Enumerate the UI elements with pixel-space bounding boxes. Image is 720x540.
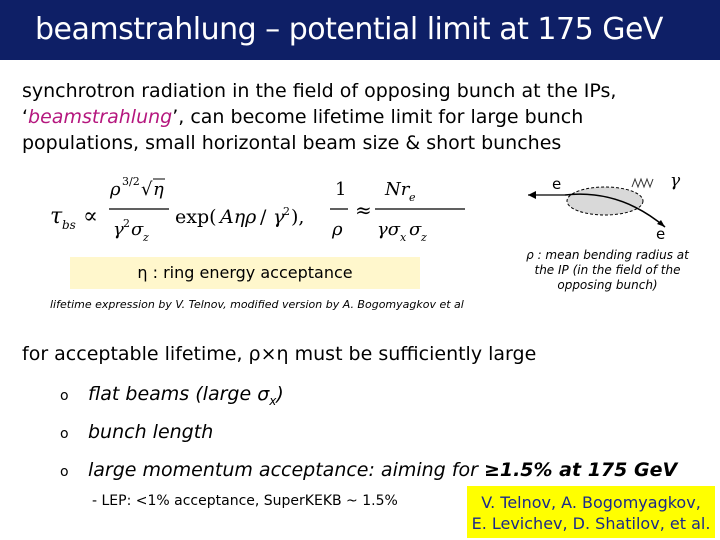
svg-text:∝: ∝ (83, 204, 98, 229)
svg-text:√: √ (141, 179, 153, 200)
acceptable-lifetime-text: for acceptable lifetime, ρ×η must be sufficiently large (22, 343, 537, 365)
arrow-head (528, 191, 536, 199)
intro-quote-open: ‘ (22, 106, 29, 128)
lep-note: - LEP: <1% acceptance, SuperKEKB ~ 1.5% (92, 493, 398, 509)
svg-text:z: z (421, 231, 427, 244)
bullet-text: bunch length (88, 421, 214, 443)
svg-text:/: / (260, 206, 267, 228)
credit-line-2: E. Levichev, D. Shatilov, et al. (471, 514, 711, 533)
svg-text:x: x (400, 231, 407, 244)
photon-label: γ (670, 171, 681, 191)
svg-text:3/2: 3/2 (122, 175, 140, 188)
svg-text:e: e (409, 191, 416, 204)
svg-text:Nr: Nr (385, 179, 410, 200)
svg-text:2: 2 (283, 205, 290, 218)
svg-text:bs: bs (62, 218, 76, 232)
eta-note-box (70, 257, 420, 289)
bullet-mark: o (60, 426, 69, 442)
svg-text:η: η (153, 179, 164, 200)
intro-line-3: populations, small horizontal beam size & short bunches (22, 132, 562, 154)
intro-line-2-rest: ’, can become lifetime limit for large bunch (172, 106, 584, 128)
svg-text:ρ: ρ (110, 179, 121, 200)
svg-text:z: z (143, 231, 149, 244)
photon-wave (632, 179, 653, 187)
intro-line-2 (22, 104, 702, 130)
svg-text:τ: τ (50, 204, 63, 229)
svg-text:1: 1 (335, 179, 347, 200)
electron-label-out: e (656, 225, 666, 243)
lifetime-formula (45, 165, 505, 255)
intro-paragraph (22, 78, 702, 156)
svg-text:σ: σ (131, 219, 144, 240)
bullet-text: large momentum acceptance: aiming for (88, 459, 484, 481)
lifetime-reference: lifetime expression by V. Telnov, modified version by A. Bogomyagkov et al (50, 298, 464, 311)
title-bar (0, 0, 720, 60)
bullet-mark: o (60, 388, 69, 404)
slide-title: beamstrahlung – potential limit at 175 GeV (35, 12, 663, 47)
svg-text:γ: γ (113, 219, 124, 240)
credit-box (467, 486, 715, 538)
beamstrahlung-highlight: beamstrahlung (28, 106, 173, 128)
svg-text:≈: ≈ (355, 198, 372, 222)
bullet-mark: o (60, 464, 69, 480)
svg-text:γ: γ (273, 206, 285, 228)
bullet-momentum-acceptance (60, 459, 677, 481)
opposing-bunch (567, 187, 643, 215)
bullet-text-end: ) (276, 383, 284, 405)
rho-note: ρ : mean bending radius at the IP (in the field of the opposing bunch) (526, 248, 689, 292)
svg-text:exp(: exp( (175, 206, 217, 228)
electron-label-in: e (552, 175, 562, 193)
sigma-subscript: x (269, 393, 277, 408)
sigma-symbol: σ (257, 383, 270, 405)
svg-text:ρ: ρ (332, 219, 343, 240)
acceptance-target: ≥1.5% at 175 GeV (483, 459, 678, 481)
bullet-bunch-length (60, 421, 213, 443)
intro-line-1: synchrotron radiation in the field of opposing bunch at the IPs, (22, 80, 617, 102)
svg-text:γσ: γσ (377, 219, 401, 240)
eta-note: η : ring energy acceptance (137, 263, 353, 282)
credit-line-1: V. Telnov, A. Bogomyagkov, (481, 493, 701, 512)
svg-text:),: ), (291, 206, 305, 228)
svg-text:Aηρ: Aηρ (220, 206, 257, 228)
svg-text:2: 2 (123, 217, 130, 230)
beamstrahlung-diagram (520, 165, 705, 245)
svg-text:σ: σ (409, 219, 422, 240)
bullet-flat-beams (60, 383, 284, 408)
bullet-text: flat beams (large (88, 383, 258, 405)
credit-text (467, 492, 715, 534)
